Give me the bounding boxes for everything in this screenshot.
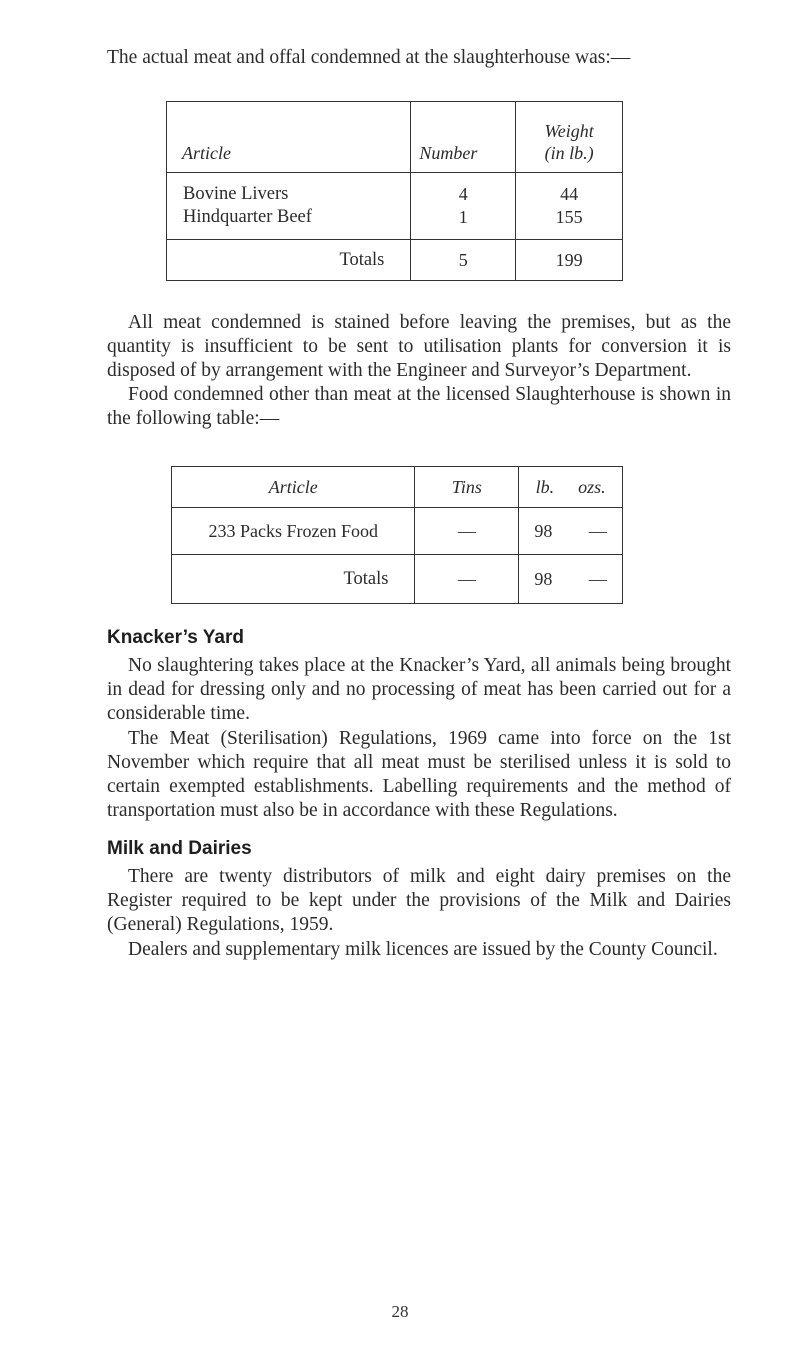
weight-cell [516, 173, 623, 240]
header-ozs: ozs. [578, 476, 606, 497]
totals-row [172, 555, 623, 604]
condemned-food-table [171, 466, 623, 604]
totals-label: Totals [167, 240, 411, 281]
table-body-row [167, 173, 623, 240]
header-tins: Tins [415, 467, 519, 508]
paragraph-knackers-1: No slaughtering takes place at the Knacker’s Yard, all animals being brought in dead for dressing only and no processing of meat has been carried out for a considerable time. [107, 655, 731, 724]
totals-weight: 199 [516, 240, 623, 281]
ozs-value: — [588, 520, 607, 541]
totals-lb: 98 [534, 568, 553, 589]
article-name: Hindquarter Beef [183, 207, 312, 227]
heading-milk-dairies: Milk and Dairies [107, 838, 252, 859]
number-cell [411, 173, 516, 240]
weight-value: 44 [560, 184, 579, 204]
article-name: Bovine Livers [183, 184, 289, 204]
header-weight-line1: Weight [544, 121, 594, 141]
totals-weight-cell [519, 555, 623, 604]
totals-number: 5 [411, 240, 516, 281]
header-lb-ozs [519, 467, 623, 508]
heading-knackers-yard: Knacker’s Yard [107, 627, 244, 648]
weight-value: 155 [555, 207, 583, 227]
paragraph-milk-2: Dealers and supplementary milk licences are issued by the County Council. [128, 939, 718, 960]
condemned-meat-table [166, 101, 623, 281]
table-row [172, 508, 623, 555]
paragraph-other-food: Food condemned other than meat at the licensed Slaughterhouse is shown in the following table:— [107, 384, 731, 429]
paragraph-knackers-2: The Meat (Sterilisation) Regulations, 1969 came into force on the 1st November which require that all meat must be sterilised unless it is sold to certain exempted establishments. Labelling requirements and the method of transportation must also be in accordance with these Regulations. [107, 728, 731, 821]
article-name: 233 Packs Frozen Food [172, 508, 415, 555]
article-cell [167, 173, 411, 240]
totals-tins: — [415, 555, 519, 604]
paragraph-milk-1: There are twenty distributors of milk and eight dairy premises on the Register required to be kept under the provisions of the Milk and Dairies (General) Regulations, 1959. [107, 866, 731, 935]
header-article: Article [167, 102, 411, 173]
header-lb: lb. [535, 476, 555, 497]
lb-value: 98 [534, 520, 553, 541]
totals-row [167, 240, 623, 281]
header-number: Number [411, 102, 516, 173]
weight-cell [519, 508, 623, 555]
intro-text: The actual meat and offal condemned at the slaughterhouse was:— [107, 47, 631, 68]
totals-ozs: — [588, 568, 607, 589]
totals-label: Totals [172, 555, 415, 604]
number-value: 4 [458, 184, 468, 204]
tins-value: — [415, 508, 519, 555]
number-value: 1 [458, 207, 468, 227]
page-number: 28 [391, 1302, 409, 1321]
header-weight [516, 102, 623, 173]
paragraph-stained-meat: All meat condemned is stained before leaving the premises, but as the quantity is insufficient to be sent to utilisation plants for conversion it is disposed of by arrangement with the Engineer and Surveyor’s Department. [107, 312, 731, 381]
header-article: Article [172, 467, 415, 508]
header-weight-line2: (in lb.) [544, 143, 594, 163]
